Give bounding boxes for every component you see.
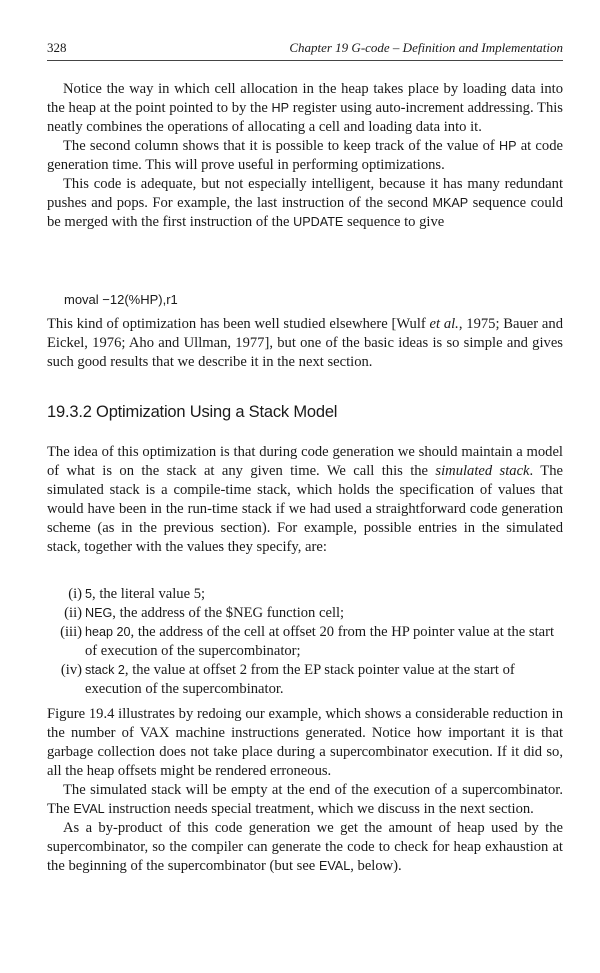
instruction-name: MKAP: [432, 196, 469, 210]
list-marker: (ii): [64, 605, 82, 621]
paragraph-simulated-stack: [47, 443, 563, 557]
header-rule: [47, 60, 563, 61]
text: This code is adequate, but not especially intelligent, because it has many redundant pushes and pops. For example, the last instruction of the second: [47, 176, 563, 211]
list-code: NEG: [85, 606, 113, 620]
list-marker: (iii): [60, 624, 82, 640]
text: sequence to give: [343, 214, 445, 230]
list-text: , the value at offset 2 from the EP stack pointer value at the start of execution of the supercombinator.: [85, 662, 515, 697]
list-code: heap 20: [85, 625, 131, 639]
instruction-name: EVAL: [318, 859, 351, 873]
list-text: , the address of the $NEG function cell;: [112, 605, 345, 621]
text: Notice the way in which cell allocation in the heap takes place by loading data into the heap at the point pointed to by the: [47, 81, 563, 116]
text: . The simulated stack is a compile-time stack, which holds the specification of values that would have been in the run-time stack if we had used a straightforward code generation scheme (as in the previous section). For example, possible entries in the simulated stack, together with the values they specify, are:: [47, 463, 564, 555]
text: The second column shows that it is possible to keep track of the value of: [63, 138, 499, 154]
text: The idea of this optimization is that during code generation we should maintain a model of what is on the stack at any given time. We call this the: [47, 444, 563, 479]
register-name: HP: [498, 139, 517, 153]
text: register using auto-increment addressing. This neatly combines the operations of allocating a cell and loading data into it.: [47, 100, 563, 135]
list-text: , the address of the cell at offset 20 from the HP pointer value at the start of execution of the supercombinator;: [85, 624, 555, 659]
text: instruction needs special treatment, which we discuss in the next section.: [104, 801, 534, 817]
page-number: 328: [47, 40, 67, 55]
text: As a by-product of this code generation we get the amount of heap used by the supercombinator, so the compiler can generate the code to check for heap exhaustion at the beginning of the supercombinator (but see: [47, 820, 563, 874]
section-heading: 19.3.2 Optimization Using a Stack Model: [47, 403, 338, 421]
list-code: 5: [85, 587, 93, 601]
instruction-name: UPDATE: [293, 215, 344, 229]
list-code: stack 2: [85, 663, 125, 677]
stack-entry-list: [47, 585, 563, 699]
list-item: [47, 604, 563, 623]
text: , 1975; Bauer and Eickel, 1976; Aho and Ullman, 1977], but one of the basic ideas is so simple and gives such good results that we describe it in the next section.: [47, 316, 563, 370]
list-item: [47, 585, 563, 604]
list-item: [47, 623, 563, 661]
paragraph-figure-reference: [47, 705, 563, 876]
list-item: [47, 661, 563, 699]
register-name: HP: [271, 101, 290, 115]
list-marker: (iv): [60, 662, 82, 678]
text: Figure 19.4 illustrates by redoing our example, which shows a considerable reduction in the number of VAX machine instructions generated. Notice how important it is that garbage collection does not take place during a supercombinator execution. If it did so, all the heap offsets might be rendered erroneous.: [47, 706, 563, 779]
citation-etal: et al.: [429, 316, 459, 332]
defined-term: simulated stack: [435, 463, 530, 479]
code-example: moval −12(%HP),r1: [64, 292, 178, 307]
list-text: , the literal value 5;: [92, 586, 206, 602]
text: at code generation time. This will prove useful in performing optimizations.: [47, 138, 563, 173]
paragraph-heap-allocation: [47, 80, 563, 232]
paragraph-optimization-refs: [47, 315, 563, 372]
text: This kind of optimization has been well studied elsewhere [Wulf: [47, 316, 430, 332]
list-marker: (i): [68, 586, 82, 602]
text: sequence could be merged with the first instruction of the: [47, 195, 563, 230]
running-head: Chapter 19 G-code – Definition and Implementation: [289, 40, 563, 55]
page-header: [47, 40, 563, 58]
text: , below).: [350, 858, 402, 874]
text: The simulated stack will be empty at the end of the execution of a supercombinator. The: [47, 782, 563, 817]
instruction-name: EVAL: [73, 802, 105, 816]
